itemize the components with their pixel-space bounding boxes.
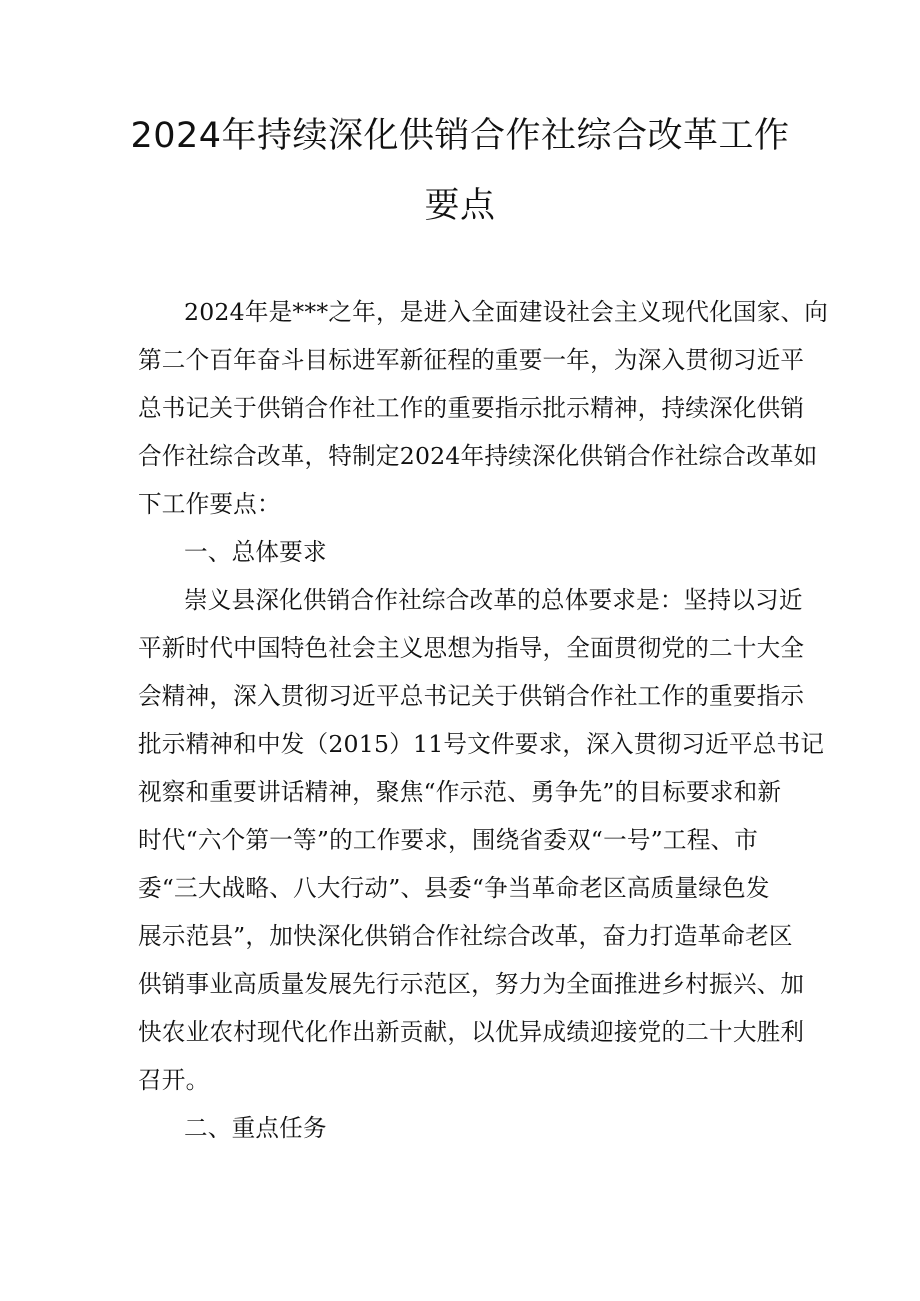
paragraph-line: 2024年是***之年，是进入全面建设社会主义现代化国家、向: [184, 298, 829, 326]
paragraph-line: 崇义县深化供销合作社综合改革的总体要求是：坚持以习近: [184, 586, 803, 614]
section-heading: 二、重点任务: [184, 1114, 327, 1142]
document-title-line-2: 要点: [424, 186, 496, 226]
section-heading: 一、总体要求: [184, 538, 327, 566]
paragraph-line: 召开。: [138, 1066, 210, 1094]
paragraph-line: 第二个百年奋斗目标进军新征程的重要一年，为深入贯彻习近平: [138, 346, 805, 374]
paragraph-line: 委“三大战略、八大行动”、县委“争当革命老区高质量绿色发: [138, 874, 770, 902]
paragraph-line: 会精神，深入贯彻习近平总书记关于供销合作社工作的重要指示: [138, 682, 805, 710]
paragraph-line: 展示范县”，加快深化供销合作社综合改革，奋力打造革命老区: [138, 922, 793, 950]
paragraph-line: 合作社综合改革，特制定2024年持续深化供销合作社综合改革如: [138, 442, 818, 470]
paragraph-line: 视察和重要讲话精神，聚焦“作示范、勇争先”的目标要求和新: [138, 778, 782, 806]
paragraph-line: 平新时代中国特色社会主义思想为指导，全面贯彻党的二十大全: [138, 634, 805, 662]
paragraph-line: 批示精神和中发（2015）11号文件要求，深入贯彻习近平总书记: [138, 730, 825, 758]
paragraph-line: 总书记关于供销合作社工作的重要指示批示精神，持续深化供销: [138, 394, 805, 422]
paragraph-line: 时代“六个第一等”的工作要求，围绕省委双“一号”工程、市: [138, 826, 759, 854]
paragraph-line: 下工作要点：: [138, 490, 281, 518]
paragraph-line: 供销事业高质量发展先行示范区，努力为全面推进乡村振兴、加: [138, 970, 805, 998]
paragraph-line: 快农业农村现代化作出新贡献，以优异成绩迎接党的二十大胜利: [138, 1018, 805, 1046]
document-title-line-1: 2024年持续深化供销合作社综合改革工作: [130, 116, 790, 156]
